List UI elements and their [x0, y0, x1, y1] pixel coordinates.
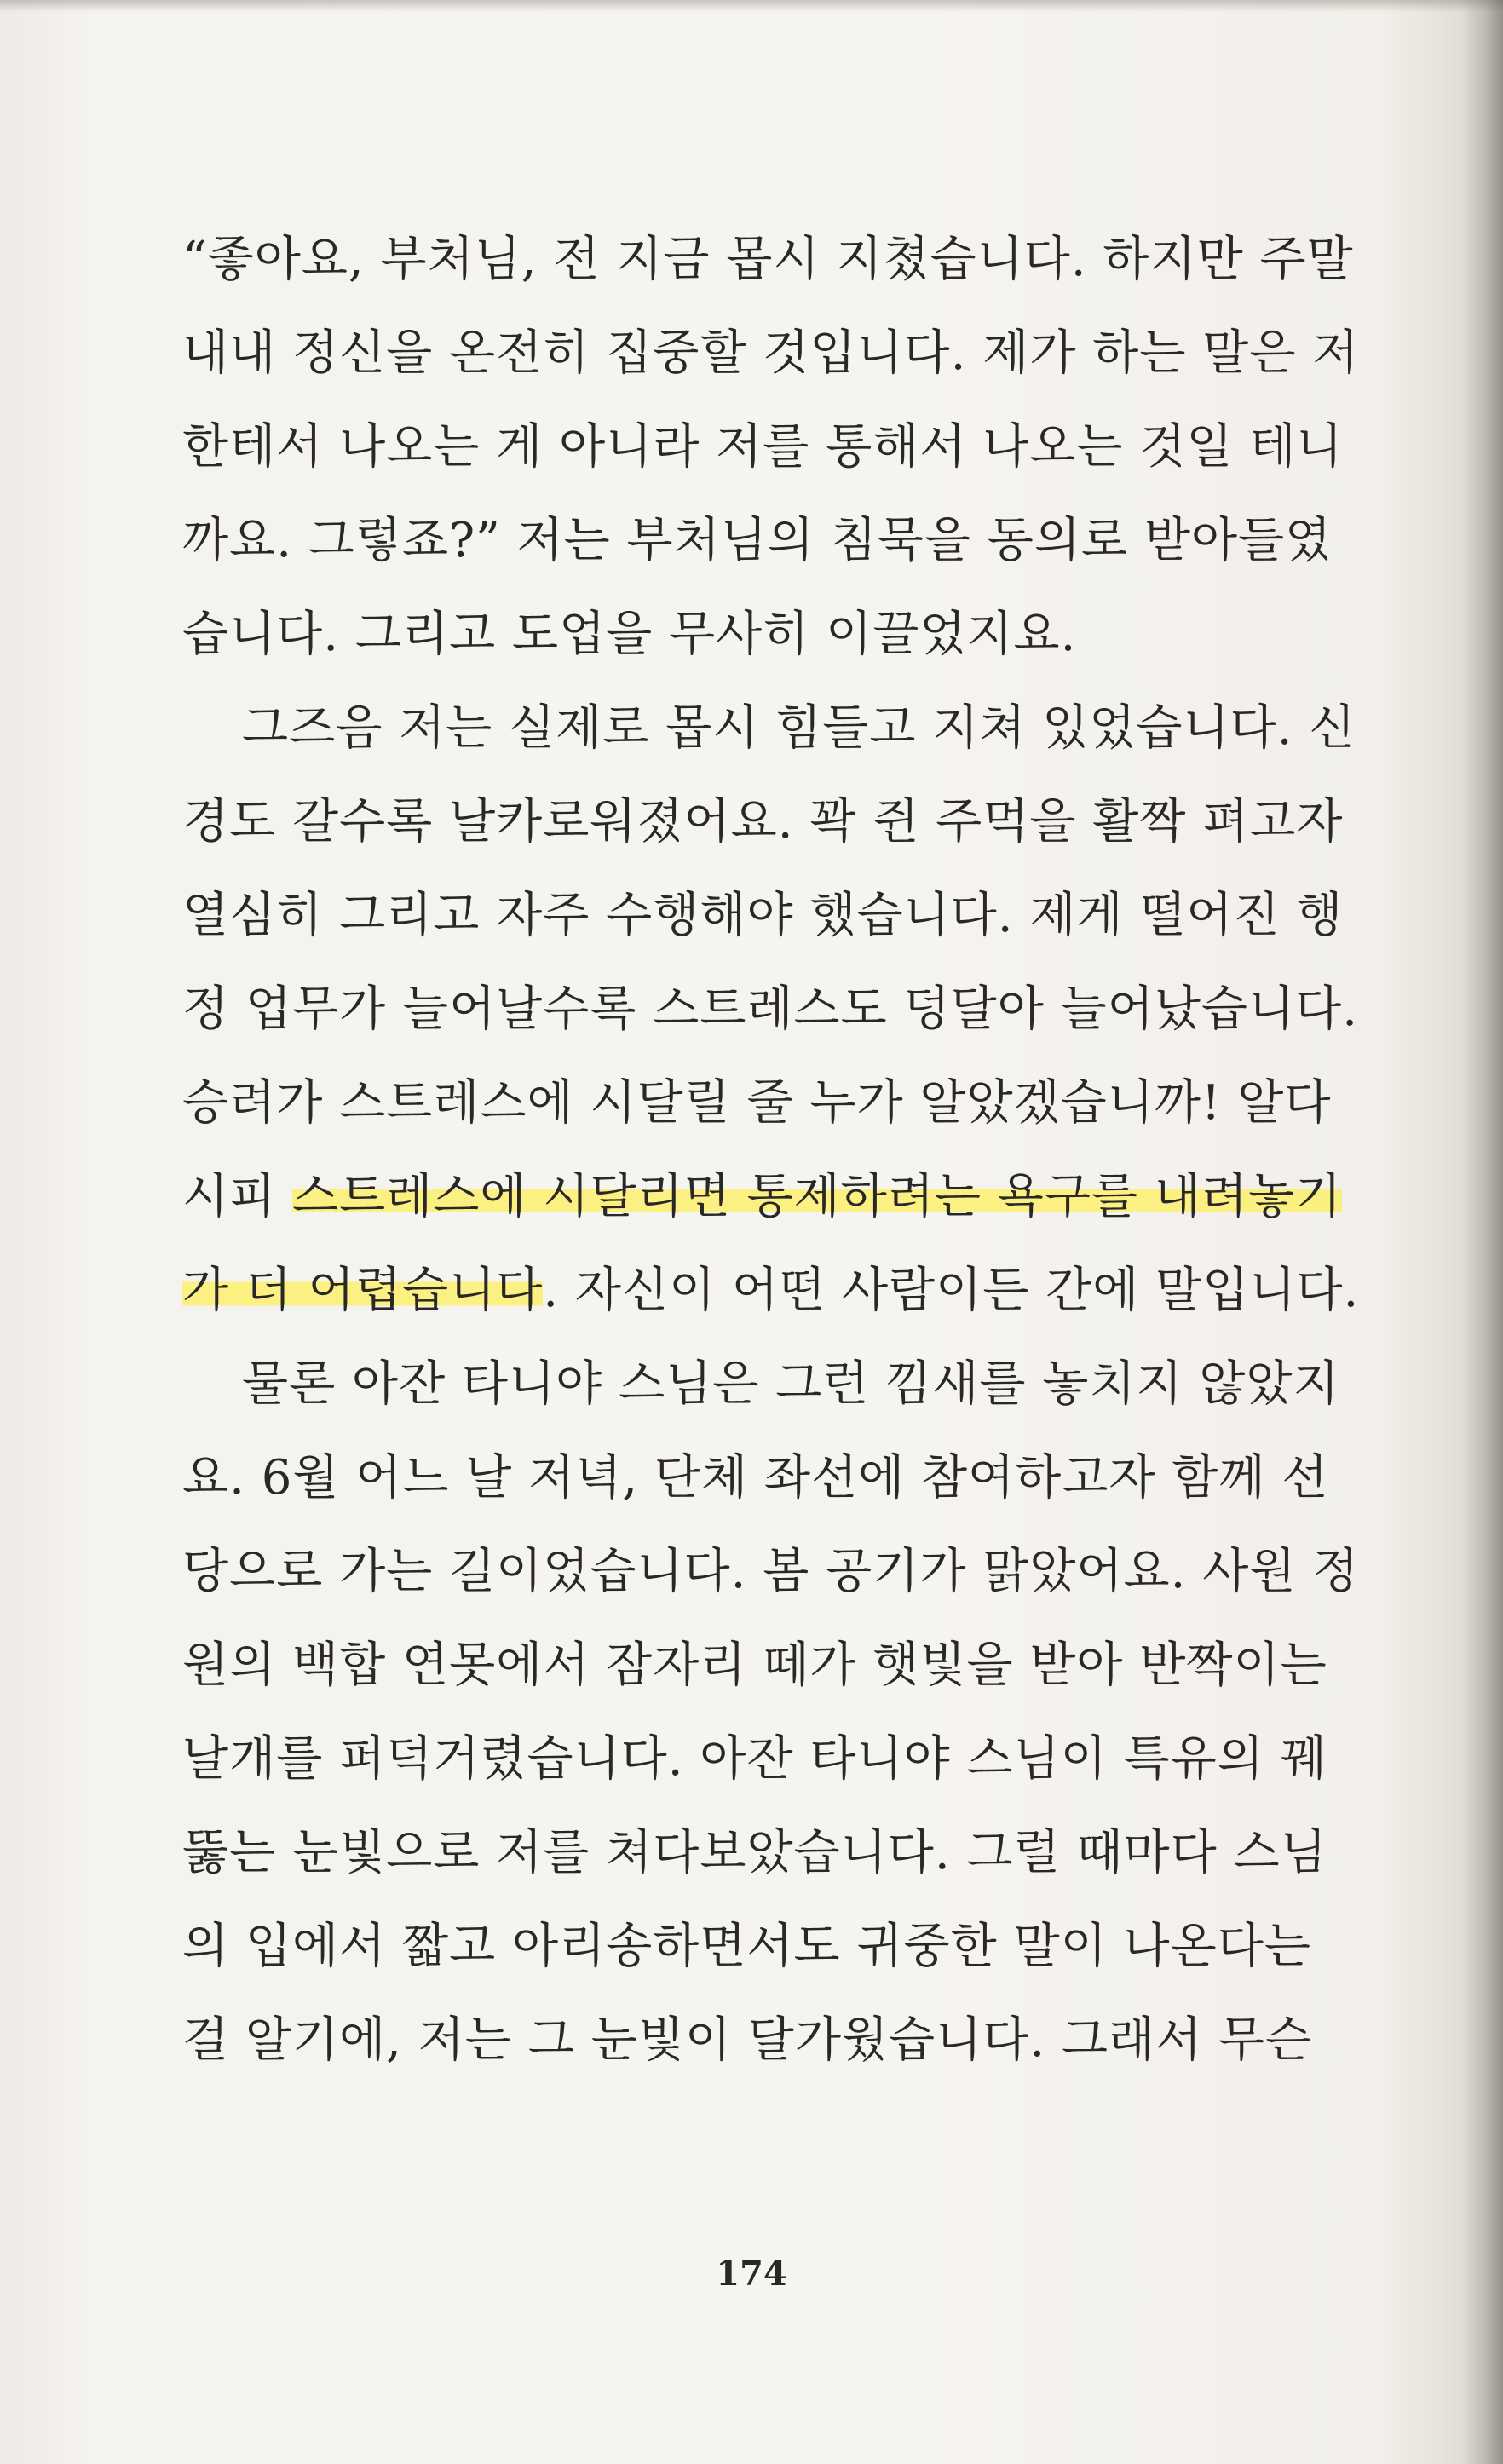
page-edge-shadow [1462, 0, 1503, 2464]
text-run: 뚫는 눈빛으로 저를 쳐다보았습니다. 그럴 때마다 스님 [182, 1825, 1327, 1880]
text-run: 날개를 퍼덕거렸습니다. 아잔 타니야 스님이 특유의 꿰 [182, 1731, 1327, 1787]
text-line [182, 605, 1299, 699]
highlighted-text: 스트레스에 시달리면 통제하려는 욕구를 내려놓기 [292, 1169, 1343, 1224]
text-line [182, 1448, 1329, 1542]
text-run: 당으로 가는 길이었습니다. 봄 공기가 맑았어요. 사원 정 [182, 1544, 1360, 1599]
text-run: “좋아요, 부처님, 전 지금 몹시 지쳤습니다. 하지만 주말 [182, 232, 1354, 287]
text-line [182, 2011, 1313, 2104]
page-top-shadow [0, 0, 1503, 12]
text-run: . 자신이 어떤 사람이든 간에 말입니다. [543, 1263, 1360, 1318]
text-line [182, 1542, 1360, 1636]
body-text [182, 230, 1360, 2104]
text-run: 원의 백합 연못에서 잠자리 떼가 햇빛을 받아 반짝이는 [182, 1638, 1327, 1693]
text-line [182, 230, 1354, 324]
text-line [182, 1074, 1332, 1167]
text-line [182, 980, 1359, 1074]
text-line [182, 511, 1333, 605]
text-run: 내내 정신을 온전히 집중할 것입니다. 제가 하는 말은 저 [182, 325, 1360, 381]
text-line [182, 324, 1360, 417]
text-run: 물론 아잔 타니야 스님은 그런 낌새를 놓치지 않았지 [242, 1356, 1340, 1412]
text-run: 경도 갈수록 날카로워졌어요. 꽉 쥔 주먹을 활짝 펴고자 [182, 794, 1344, 849]
text-line [182, 1823, 1327, 1917]
text-run: 시피 [182, 1169, 292, 1224]
text-line [182, 417, 1344, 511]
text-run: 의 입에서 짧고 아리송하면서도 귀중한 말이 나온다는 [182, 1919, 1311, 1974]
text-line [182, 699, 1356, 792]
text-line [182, 792, 1344, 886]
text-run: 정 업무가 늘어날수록 스트레스도 덩달아 늘어났습니다. [182, 982, 1359, 1037]
text-run: 열심히 그리고 자주 수행해야 했습니다. 제게 떨어진 행 [182, 888, 1344, 943]
text-run: 승려가 스트레스에 시달릴 줄 누가 알았겠습니까! 알다 [182, 1075, 1332, 1131]
text-line [182, 886, 1344, 980]
text-run: 걸 알기에, 저는 그 눈빛이 달가웠습니다. 그래서 무슨 [182, 2012, 1313, 2068]
text-line [182, 1917, 1311, 2011]
text-line [182, 1261, 1360, 1355]
text-run: 까요. 그렇죠?” 저는 부처님의 침묵을 동의로 받아들였 [182, 513, 1333, 568]
highlighted-text: 가 더 어렵습니다 [182, 1263, 544, 1318]
text-run: 그즈음 저는 실제로 몹시 힘들고 지쳐 있었습니다. 신 [242, 700, 1356, 756]
page-number: 174 [716, 2254, 787, 2294]
text-line [182, 1730, 1327, 1823]
text-run: 요. 6월 어느 날 저녁, 단체 좌선에 참여하고자 함께 선 [182, 1450, 1329, 1505]
text-line [182, 1636, 1327, 1730]
text-run: 한테서 나오는 게 아니라 저를 통해서 나오는 것일 테니 [182, 419, 1344, 475]
text-line [182, 1355, 1340, 1448]
text-line [182, 1167, 1343, 1261]
text-run: 습니다. 그리고 도업을 무사히 이끌었지요. [182, 607, 1077, 662]
